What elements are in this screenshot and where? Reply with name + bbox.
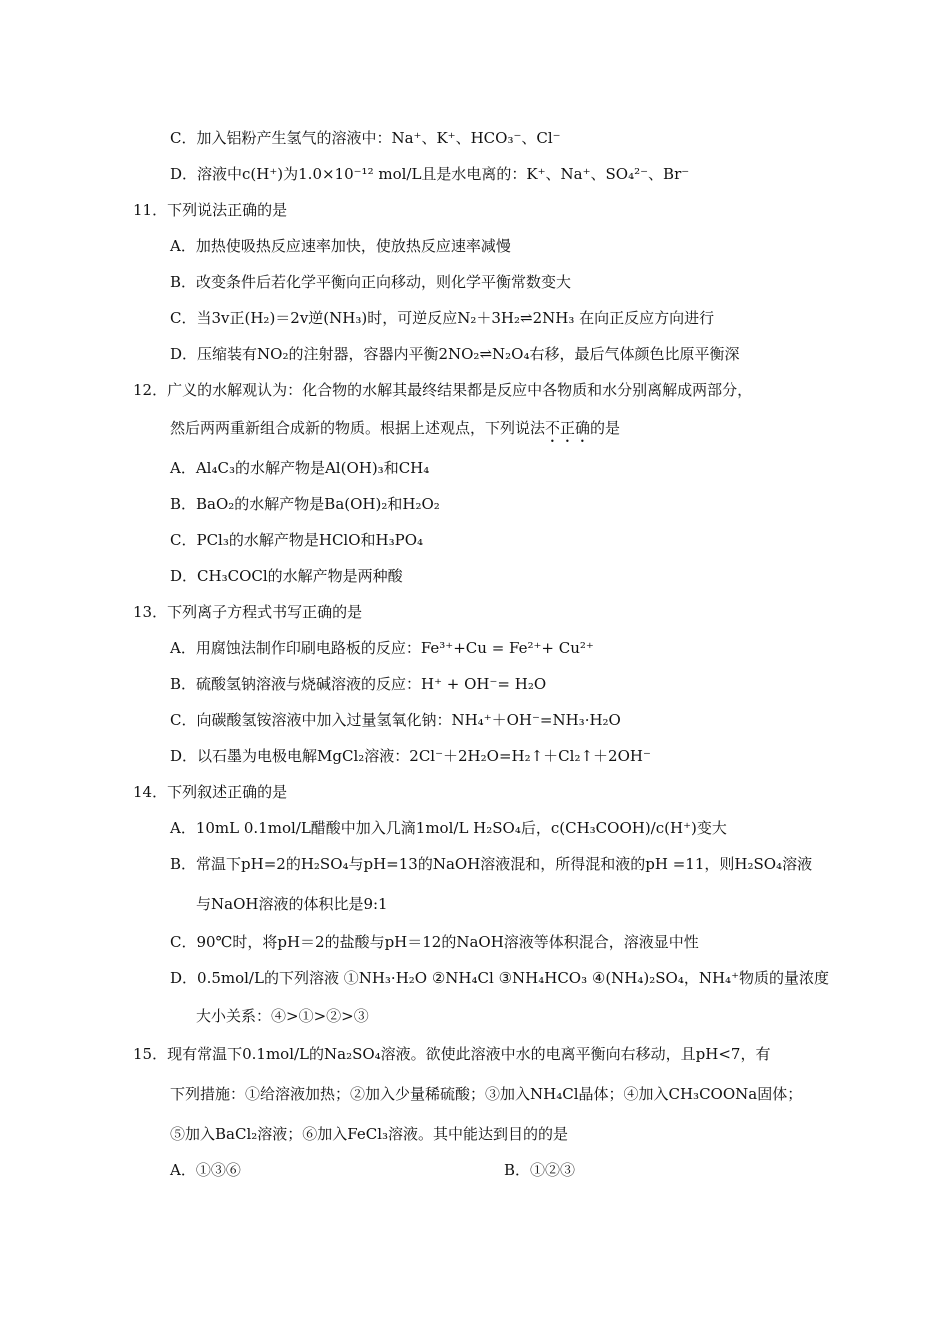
question-line: 下列措施：①给溶液加热；②加入少量稀硫酸；③加入NH₄Cl晶体；④加入CH₃COONa固体； <box>170 1085 803 1103</box>
question-stem: 14．下列叙述正确的是 <box>133 783 288 801</box>
question-line: C．加入铝粉产生氢气的溶液中：Na⁺、K⁺、HCO₃⁻、Cl⁻ <box>170 129 561 147</box>
question-stem: 11．下列说法正确的是 <box>133 201 288 219</box>
question-line: D．CH₃COCl的水解产物是两种酸 <box>170 567 403 585</box>
question-stem: 13．下列离子方程式书写正确的是 <box>133 603 363 621</box>
question-line: A．10mL 0.1mol/L醋酸中加入几滴1mol/L H₂SO₄后，c(CH₃COOH)/c(H⁺)变大 <box>170 819 727 837</box>
question-line: C．向碳酸氢铵溶液中加入过量氢氧化钠：NH₄⁺＋OH⁻=NH₃·H₂O <box>170 711 621 729</box>
question-line: C．PCl₃的水解产物是HClO和H₃PO₄ <box>170 531 424 549</box>
question-line: 与NaOH溶液的体积比是9:1 <box>196 895 388 913</box>
question-line: D．溶液中c(H⁺)为1.0×10⁻¹² mol/L且是水电离的：K⁺、Na⁺、SO₄²⁻、Br⁻ <box>170 165 690 183</box>
question-line: B．BaO₂的水解产物是Ba(OH)₂和H₂O₂ <box>170 495 440 513</box>
question-line: B．硫酸氢钠溶液与烧碱溶液的反应：H⁺ + OH⁻= H₂O <box>170 675 547 693</box>
question-line: D．0.5mol/L的下列溶液 ①NH₃·H₂O ②NH₄Cl ③NH₄HCO₃ ④(NH₄)₂SO₄，NH₄⁺物质的量浓度 <box>170 969 829 987</box>
question-line: B．常温下pH=2的H₂SO₄与pH=13的NaOH溶液混和，所得混和液的pH =11，则H₂SO₄溶液 <box>170 855 813 873</box>
question-line: B．改变条件后若化学平衡向正向移动，则化学平衡常数变大 <box>170 273 572 291</box>
question-line: D．以石墨为电极电解MgCl₂溶液：2Cl⁻＋2H₂O=H₂↑＋Cl₂↑＋2OH⁻ <box>170 747 651 765</box>
question-line: A．用腐蚀法制作印刷电路板的反应：Fe³⁺+Cu = Fe²⁺+ Cu²⁺ <box>170 639 594 657</box>
question-stem: 12．广义的水解观认为：化合物的水解其最终结果都是反应中各物质和水分别离解成两部分， <box>133 381 753 399</box>
question-line: A．Al₄C₃的水解产物是Al(OH)₃和CH₄ <box>170 459 430 477</box>
question-line: ⑤加入BaCl₂溶液；⑥加入FeCl₃溶液。其中能达到目的的是 <box>170 1125 569 1143</box>
question-line: A．加热使吸热反应速率加快，使放热反应速率减慢 <box>170 237 511 255</box>
question-line: B．①②③ <box>504 1161 576 1179</box>
question-line: 大小关系：④>①>②>③ <box>196 1007 369 1025</box>
question-line: A．①③⑥ <box>170 1161 241 1179</box>
question-line: C．90℃时，将pH＝2的盐酸与pH＝12的NaOH溶液等体积混合，溶液显中性 <box>170 933 699 951</box>
question-line: C．当3v正(H₂)＝2v逆(NH₃)时，可逆反应N₂＋3H₂⇌2NH₃ 在向正反应方向进行 <box>170 309 715 327</box>
question-stem: 15．现有常温下0.1mol/L的Na₂SO₄溶液。欲使此溶液中水的电离平衡向右移动，且pH<7，有 <box>133 1045 771 1063</box>
question-line: 然后两两重新组合成新的物质。根据上述观点，下列说法不正确的是 <box>170 419 621 437</box>
question-line: D．压缩装有NO₂的注射器，容器内平衡2NO₂⇌N₂O₄右移，最后气体颜色比原平衡深 <box>170 345 740 363</box>
